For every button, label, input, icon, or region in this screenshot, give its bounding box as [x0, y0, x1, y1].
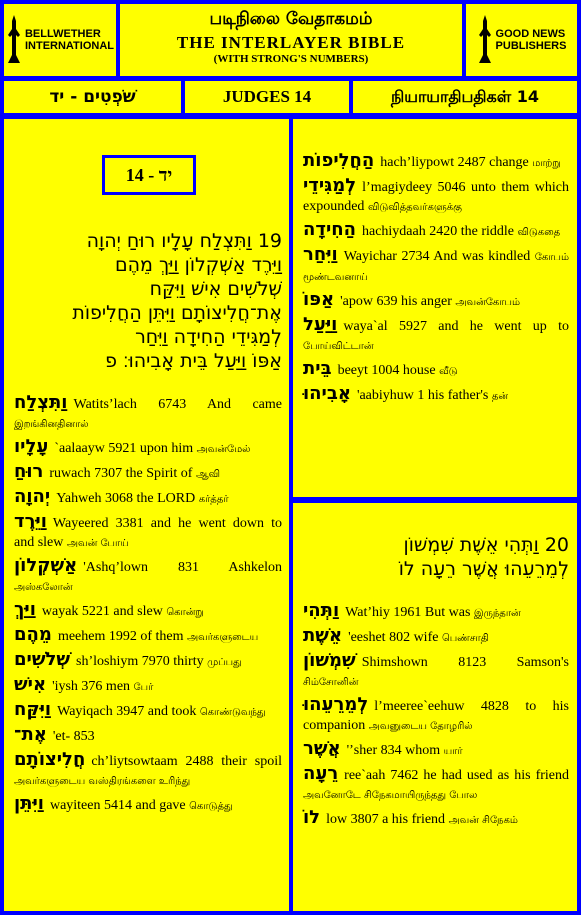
nav-tamil-book[interactable] — [351, 79, 579, 115]
word-entry[interactable]: עָלָיו `aalaayw 5921 upon him அவன்மேல் — [14, 436, 251, 457]
word-entry[interactable]: וַתִּצְלַח Watitsʼlach 6743 And came இறங்கினதினால் — [14, 392, 282, 430]
word-entry[interactable]: אֲשֶׁר 'ʼsher 834 whom யார் — [303, 738, 463, 759]
good-news-logo-icon — [477, 15, 493, 65]
nav-english-book[interactable] — [183, 79, 351, 115]
verse-19-line: שְׁלֹשִׁים אִישׁ וַיִּקַּח — [149, 278, 282, 300]
verse-19-line: 19 וַתִּצְלַח עָלָיו רוּחַ יְהוָה — [86, 230, 282, 252]
word-entry[interactable]: בֵּית beeyt 1004 house வீடு — [303, 358, 458, 379]
title-tamil: படிநிலை வேதாகமம் — [209, 9, 373, 29]
right-bottom-panel — [291, 501, 579, 913]
good-news-logo — [464, 2, 579, 78]
left-logo-line1: BELLWETHER — [24, 28, 101, 40]
word-entry[interactable]: לוֹ low 3807 a his friend அவன் சிநேகம் — [303, 807, 518, 828]
title-english: THE INTERLAYER BIBLE — [176, 33, 406, 52]
right-logo-line1: GOOD NEWS — [495, 28, 566, 40]
bellwether-logo — [2, 2, 118, 78]
word-entry[interactable]: וַיִּחַר Wayichar 2734 And was kindled கோபம் மூண்டவனாய் — [303, 244, 570, 283]
nav-hebrew-book[interactable] — [2, 79, 183, 115]
verse-19-hebrew — [18, 229, 282, 373]
nav-tamil-label: நியாயாதிபதிகள் 14 — [390, 86, 540, 106]
word-entry[interactable]: וַיַּעַל waya`al 5927 and he went up to போய்விட்டான் — [303, 314, 569, 352]
word-entry[interactable]: אֶת־ 'et- 853 — [14, 724, 95, 745]
word-entry[interactable]: וַיַּךְ wayak 5221 and slew கொன்று — [14, 599, 204, 620]
nav-hebrew-label: שֹׁפְטִים - יד — [49, 87, 136, 107]
bellwether-logo-icon — [6, 15, 22, 65]
word-entry[interactable]: אַפּוֹ 'apow 639 his anger அவன்கோபம் — [303, 289, 520, 310]
verse-19-line: וַיֵּרֶד אַשְׁקְלוֹן וַיַּךְ מֵהֶם — [115, 254, 282, 276]
title-subtitle: (WITH STRONG'S NUMBERS) — [213, 53, 369, 65]
right-top-entries — [303, 151, 569, 409]
word-entry[interactable]: אֵשֶׁת 'eeshet 802 wife பெண்சாதி — [303, 625, 489, 646]
word-entry[interactable]: יְהוָה Yahweh 3068 the LORD கர்த்தர் — [14, 486, 229, 507]
right-top-panel — [291, 117, 579, 499]
word-entry[interactable]: הַחֲלִיפוֹת hachʼliypowt 2487 change மாற்று — [303, 150, 561, 171]
word-entry[interactable]: וַיִּקַּח Wayiqach 3947 and took கொண்டுவந்து — [14, 699, 266, 720]
word-entry[interactable]: לְמַגִּידֵי lʼmagiydeey 5046 unto them which expounded விடுவித்தவர்களுக்கு — [303, 175, 569, 214]
nav-english-label: JUDGES 14 — [222, 87, 312, 106]
word-entry[interactable]: מֵהֶם meehem 1992 of them அவர்களுடைய — [14, 624, 259, 645]
header-title-box — [118, 2, 464, 78]
left-column — [2, 117, 291, 913]
verse-20-line: 20 וַתְּהִי אֵשֶׁת שִׁמְשׁוֹן — [403, 534, 569, 556]
right-bottom-entries — [303, 601, 569, 833]
verse-20-hebrew — [305, 533, 569, 581]
left-logo-line2: INTERNATIONAL — [24, 40, 114, 52]
word-entry[interactable]: שִׁמְשׁוֹן Shimshown 8123 Samson's சிம்சோனின் — [303, 650, 569, 688]
word-entry[interactable]: אַשְׁקְלוֹן 'Ashqʼlown 831 Ashkelon அஸ்கலோன் — [14, 555, 282, 593]
verse-19-line: אַפּוֹ וַיַּעַל בֵּית אָבִיהוּ׃ פ — [105, 350, 282, 372]
right-logo-line2: PUBLISHERS — [495, 40, 567, 52]
left-entries — [14, 393, 282, 819]
chapter-badge: 14 - יד — [102, 155, 196, 195]
verse-19-line: אֶת־חֲלִיצוֹתָם וַיִּתֵּן הַחֲלִיפוֹת — [72, 302, 282, 324]
word-entry[interactable]: אָבִיהוּ 'aabiyhuw 1 his father's தன் — [303, 383, 509, 404]
word-entry[interactable]: וַיֵּרֶד Wayeered 3381 and he went down to and slew அவன் போய் — [14, 511, 282, 550]
word-entry[interactable]: שְׁלֹשִׁים shʼloshiym 7970 thirty முப்பது — [14, 649, 242, 670]
word-entry[interactable]: רֵעָה ree`aah 7462 he had used as his friend அவனோடே சிநேகமாயிருந்தது போல — [303, 763, 569, 801]
word-entry[interactable]: וַיִּתֵּן wayiteen 5414 and gave கொடுத்து — [14, 793, 233, 814]
word-entry[interactable]: אִישׁ 'iysh 376 men பேர் — [14, 674, 154, 695]
word-entry[interactable]: הַחִידָה hachiydaah 2420 the riddle விடுகதை — [303, 219, 561, 240]
verse-20-line: לְמֵרֵעֵהוּ אֲשֶׁר רֵעָה לוֹ — [398, 558, 569, 580]
word-entry[interactable]: וַתְּהִי Watʼhiy 1961 But was இருந்தான் — [303, 600, 521, 621]
word-entry[interactable]: חֲלִיצוֹתָם chʼliytsowtaam 2488 their spoil அவர்களுடைய வஸ்திரங்களை உரிந்து — [14, 749, 282, 787]
word-entry[interactable]: רוּחַ ruwach 7307 the Spirit of ஆவி — [14, 461, 221, 482]
word-entry[interactable]: לְמֵרֵעֵהוּ lʼmeeree`eehuw 4828 to his companion அவனுடைய தோழரில் — [303, 694, 569, 733]
verse-19-line: לְמַגִּידֵי הַחִידָה וַיִּחַר — [135, 326, 282, 348]
